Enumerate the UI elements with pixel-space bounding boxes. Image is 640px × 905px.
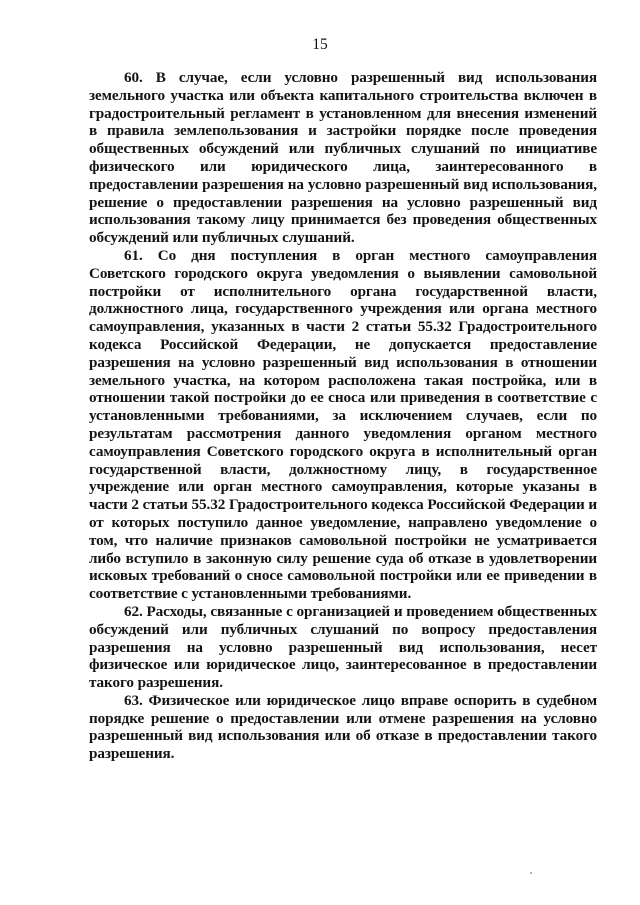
paragraph-62: 62. Расходы, связанные с организацией и проведением общественных обсуждений или публичных слушаний по вопросу предоставления разрешения на условно разрешенный вид использования, несет физическое или юридическое лицо, заинтересованное в предоставлении такого разрешения.: [89, 602, 597, 692]
scan-speck: [530, 872, 532, 874]
document-body: [89, 69, 597, 763]
paragraph-61: 61. Со дня поступления в орган местного самоуправления Советского городского округа уведомления о выявлении самовольной постройки от исполнительного органа государственной власти, должностного лица, государственного учреждения или органа местного самоуправления, указанных в части 2 статьи 55.32 Градостроительного кодекса Российской Федерации, не допускается предоставление разрешения на условно разрешенный вид использования в отношении земельного участка, на котором расположена такая постройка, или в отношении такой постройки до ее сноса или приведения в соответствие с установленными требованиями, за исключением случаев, если по результатам рассмотрения данного уведомления органом местного самоуправления Советского городского округа в исполнительный орган государственной власти, должностному лицу, в государственное учреждение или орган местного самоуправления, которые указаны в части 2 статьи 55.32 Градостроительного кодекса Российской Федерации и от которых поступило данное уведомление, направлено уведомление о том, что наличие признаков самовольной постройки не усматривается либо вступило в законную силу решение суда об отказе в удовлетворении исковых требований о сносе самовольной постройки или ее приведении в соответствие с установленными требованиями.: [89, 246, 597, 603]
paragraph-63: 63. Физическое или юридическое лицо вправе оспорить в судебном порядке решение о предоставлении или отмене разрешения на условно разрешенный вид использования или об отказе в предоставлении такого разрешения.: [89, 691, 597, 763]
paragraph-60: 60. В случае, если условно разрешенный вид использования земельного участка или объекта капитального строительства включен в градостроительный регламент в установленном для внесения изменений в правила землепользования и застройки порядке после проведения общественных обсуждений или публичных слушаний по инициативе физического или юридического лица, заинтересованного в предоставлении разрешения на условно разрешенный вид использования, решение о предоставлении разрешения на условно разрешенный вид использования такому лицу принимается без проведения общественных обсуждений или публичных слушаний.: [89, 69, 597, 247]
page-number: 15: [312, 36, 328, 53]
